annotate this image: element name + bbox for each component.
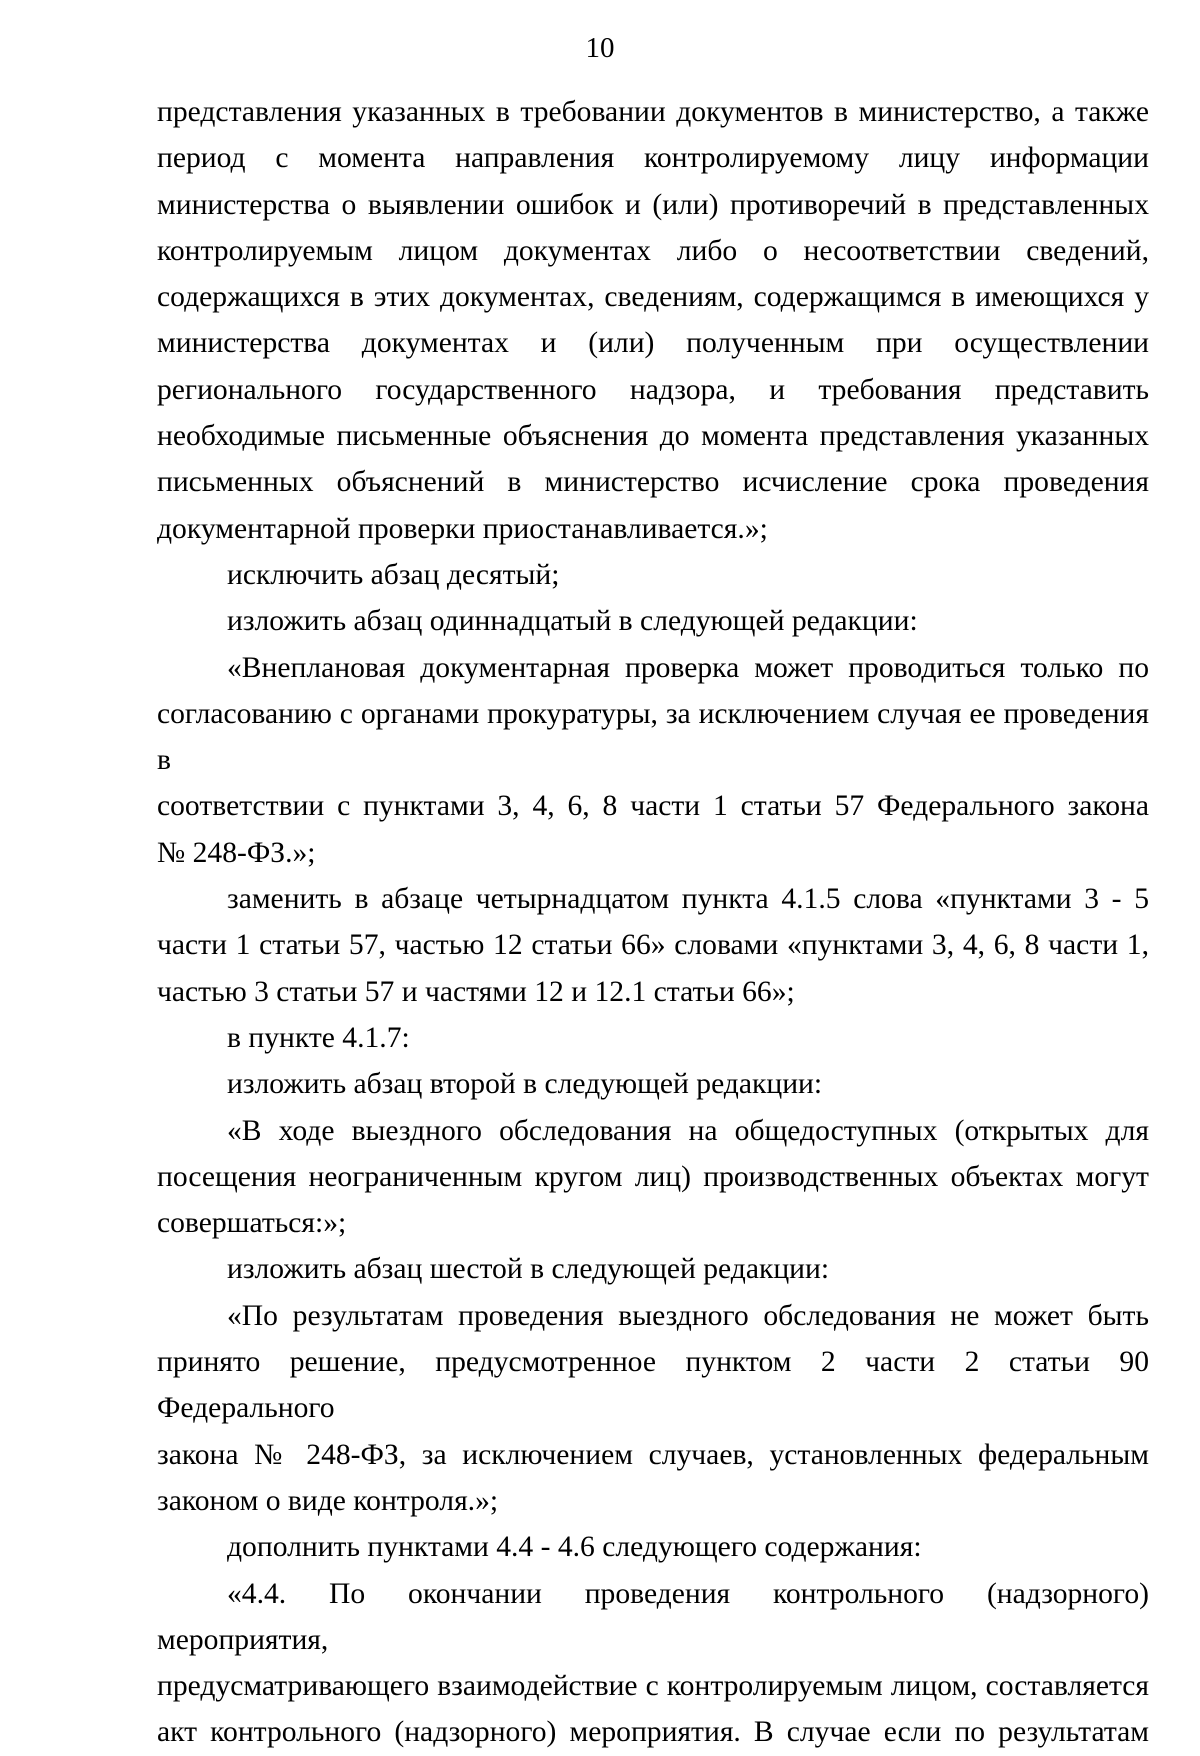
text-line: акт контрольного (надзорного) мероприятия. В случае если по результатам <box>157 1716 1149 1749</box>
text-line: согласованию с органами прокуратуры, за исключением случая ее проведения в <box>157 697 1149 777</box>
text-line: контролируемым лицом документах либо о несоответствии сведений, <box>157 234 1149 267</box>
text-line: представления указанных в требовании документов в министерство, а также <box>157 96 1149 128</box>
text-line: изложить абзац шестой в следующей редакции: <box>227 1253 830 1286</box>
text-line: документарной проверки приостанавливается.»; <box>157 512 768 545</box>
text-line: министерства о выявлении ошибок и (или) противоречий в представленных <box>157 188 1149 221</box>
text-line: письменных объяснений в министерство исчисление срока проведения <box>157 466 1149 499</box>
text-line: «4.4. По окончании проведения контрольного (надзорного) мероприятия, <box>157 1577 1149 1656</box>
page-number: 10 <box>585 32 615 64</box>
text-line: посещения неограниченным кругом лиц) производственных объектах могут <box>157 1160 1149 1193</box>
text-line: принято решение, предусмотренное пунктом 2 части 2 статьи 90 Федерального <box>157 1346 1149 1425</box>
document-text <box>157 89 1149 1756</box>
text-line: частью 3 статьи 57 и частями 12 и 12.1 статьи 66»; <box>157 975 795 1008</box>
text-line: необходимые письменные объяснения до момента представления указанных <box>157 420 1149 453</box>
text-line: изложить абзац одиннадцатый в следующей редакции: <box>227 605 918 638</box>
text-line: части 1 статьи 57, частью 12 статьи 66» словами «пунктами 3, 4, 6, 8 части 1, <box>157 929 1149 962</box>
text-line: заменить в абзаце четырнадцатом пункта 4.1.5 слова «пунктами 3 - 5 <box>227 883 1149 916</box>
text-line: регионального государственного надзора, и требования представить <box>157 373 1149 406</box>
text-line: в пункте 4.1.7: <box>227 1021 410 1054</box>
text-line: предусматривающего взаимодействие с контролируемым лицом, составляется <box>157 1670 1149 1703</box>
text-line: «По результатам проведения выездного обследования не может быть <box>227 1299 1149 1332</box>
text-line: содержащихся в этих документах, сведениям, содержащимся в имеющихся у <box>157 281 1149 314</box>
text-line: дополнить пунктами 4.4 - 4.6 следующего содержания: <box>227 1531 922 1564</box>
text-line: законом о виде контроля.»; <box>157 1484 499 1517</box>
text-line: исключить абзац десятый; <box>227 558 560 591</box>
text-line: соответствии с пунктами 3, 4, 6, 8 части 1 статьи 57 Федерального закона <box>157 790 1149 823</box>
text-line: № 248-ФЗ.»; <box>157 836 316 869</box>
text-line: изложить абзац второй в следующей редакции: <box>227 1068 823 1101</box>
text-line: закона № 248-ФЗ, за исключением случаев, установленных федеральным <box>157 1438 1149 1471</box>
text-line: период с момента направления контролируемому лицу информации <box>157 142 1149 175</box>
text-line: «Внеплановая документарная проверка может проводиться только по <box>227 651 1149 684</box>
text-line: совершаться:»; <box>157 1207 347 1240</box>
text-line: министерства документах и (или) полученным при осуществлении <box>157 327 1149 360</box>
text-line: «В ходе выездного обследования на общедоступных (открытых для <box>227 1114 1149 1147</box>
